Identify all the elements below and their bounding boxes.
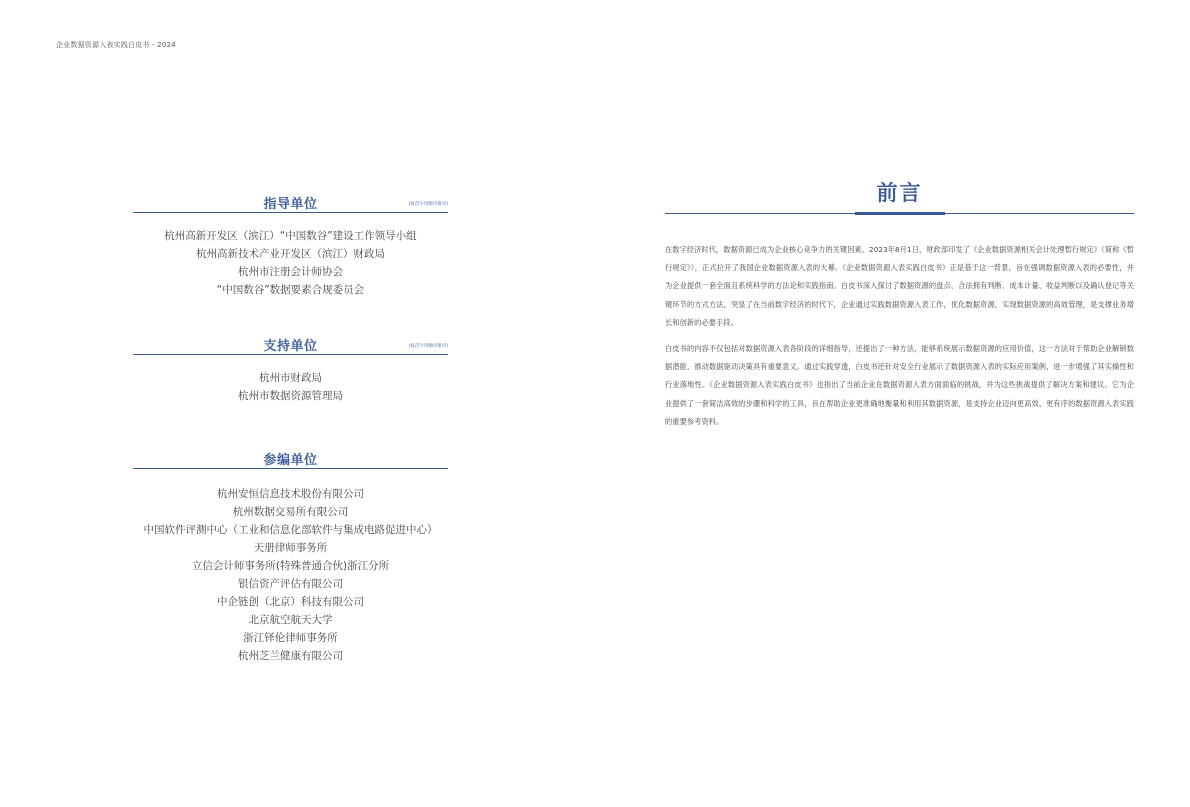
- editors-section-header: [133, 448, 448, 469]
- editor-unit: 杭州数据交易所有限公司: [232, 506, 349, 518]
- editor-unit: 立信会计师事务所(特殊普通合伙)浙江分所: [191, 560, 390, 572]
- editor-unit: 浙江铎伦律师事务所: [243, 632, 338, 644]
- guide-unit: 杭州高新技术产业开发区（滨江）财政局: [196, 248, 385, 260]
- guide-unit: “中国数谷”数据要素合规委员会: [216, 284, 365, 296]
- editor-unit: 北京航空航天大学: [248, 614, 333, 626]
- support-unit: 杭州市财政局: [259, 372, 322, 384]
- support-unit-list: [133, 369, 448, 405]
- preface-paragraph: 白皮书的内容不仅包括对数据资源入表各阶段的详细指导，还提出了一种方法，能够系统展示数据资源的应用价值，这一方法对于帮助企业解锁数据潜能、推动数据驱动决策具有重要意义。通过实践穿透，白皮书还针对安全行业展示了数据资源入表的实际应用案例，进一步增强了其实操性和行业落地性。《企业数据资源入表实践白皮书》也指出了当前企业在数据资源入表方面面临的挑战，并为这些挑战提供了解决方案和建议。它为企业提供了一套简洁高效的步骤和科学的工具，旨在帮助企业更准确地衡量和利用其数据资源，是支持企业迈向更高效、更有序的数据资源入表实践的重要参考资料。: [665, 344, 1134, 426]
- editor-unit: 中企链创（北京）科技有限公司: [217, 596, 364, 608]
- editors-section: [133, 448, 448, 665]
- preface-header: [665, 178, 1134, 214]
- editors-unit-list: [133, 485, 448, 665]
- guide-section-title: 指导单位: [263, 197, 318, 212]
- guide-unit: 杭州高新开发区（滨江）“中国数谷”建设工作领导小组: [164, 230, 417, 242]
- support-sort-note: (按首字母顺序排序): [408, 344, 448, 349]
- editor-unit: 中国软件评测中心（工业和信息化部软件与集成电路促进中心）: [143, 524, 438, 536]
- editor-unit: 天册律师事务所: [253, 542, 328, 554]
- guide-section: [133, 192, 448, 299]
- preface-paragraph: 在数字经济时代，数据资源已成为企业核心竞争力的关键因素。2023年8月1日，财政部印发了《企业数据资源相关会计处理暂行规定》（简称《暂行规定》），正式拉开了我国企业数据资源入表的大幕。《企业数据资源入表实践白皮书》正是基于这一背景，旨在强调数据资源入表的必要性，并为企业提供一套全面且系统科学的方法论和实践指南。白皮书深入探讨了数据资源的盘点、合法拥有判断、成本计量、收益判断以及确认登记等关键环节的方式方法，突显了在当前数字经济的时代下，企业通过实践数据资源入表工作，优化数据资源，实现数据资源的高效管理，是支撑业务增长和创新的必要手段。: [665, 245, 1134, 327]
- preface-title-underline: [855, 212, 945, 215]
- editor-unit: 杭州安恒信息技术股份有限公司: [217, 488, 364, 500]
- guide-unit: 杭州市注册会计师协会: [238, 266, 343, 278]
- preface-title: 前言: [876, 181, 923, 205]
- editor-unit: 银信资产评估有限公司: [238, 578, 343, 590]
- support-section-title: 支持单位: [263, 339, 318, 354]
- support-section-header: [133, 334, 448, 355]
- editor-unit: 杭州芝兰健康有限公司: [238, 650, 343, 662]
- running-header: 企业数据资源入表实践白皮书 - 2024: [56, 41, 176, 49]
- editors-section-title: 参编单位: [263, 453, 318, 468]
- preface-section: [665, 178, 1134, 431]
- guide-sort-note: (按首字母顺序排序): [408, 202, 448, 207]
- guide-unit-list: [133, 227, 448, 299]
- guide-section-header: [133, 192, 448, 213]
- support-section: [133, 334, 448, 405]
- support-unit: 杭州市数据资源管理局: [238, 390, 343, 402]
